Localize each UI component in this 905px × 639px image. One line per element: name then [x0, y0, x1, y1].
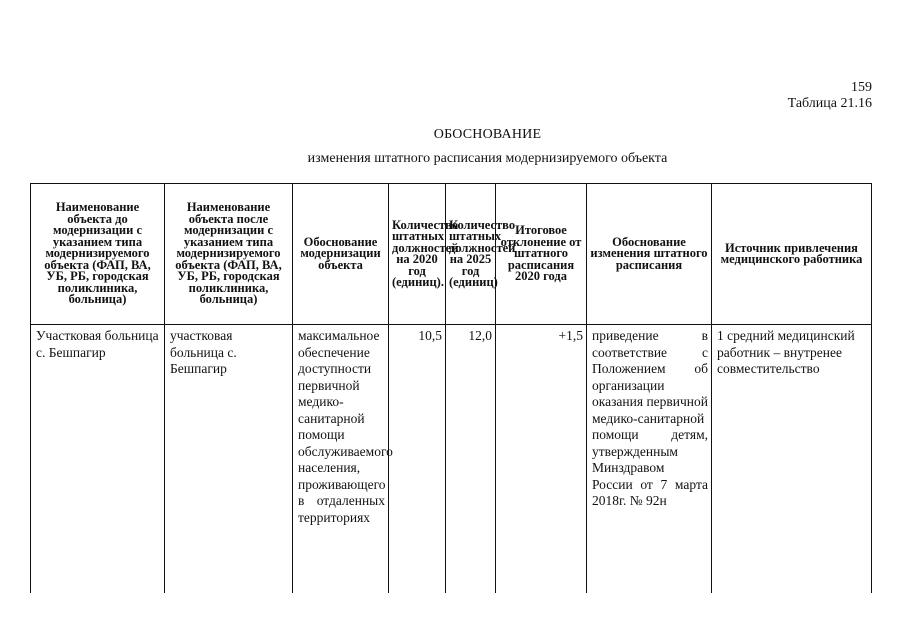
cell-count-2020: 10,5	[389, 325, 446, 594]
col-header-object-before: Наименование объекта до модернизации с указанием типа модернизируемого объекта (ФАП, ВА, УБ, РБ, городская поликлиника, больница)	[31, 184, 165, 325]
document-title: ОБОСНОВАНИЕ	[433, 127, 542, 142]
col-header-staff-change-reason: Обоснование изменения штатного расписания	[587, 184, 712, 325]
page-number: 159	[851, 80, 872, 95]
justification-table	[30, 183, 872, 593]
cell-staff-change-reason: приведение в соответствие с Положением об организации оказания первичной медико-санитарной помощи детям, утвержденным Минздравом России от 7 марта 2018г. № 92н	[587, 325, 712, 594]
col-header-deviation: Итоговое отклонение от штатного расписания 2020 года	[496, 184, 587, 325]
cell-staff-source: 1 средний медицинский работник – внутренее совместительство	[712, 325, 872, 594]
document-subtitle: изменения штатного расписания модернизируемого объекта	[307, 151, 668, 166]
cell-object-before: Участковая больница с. Бешпагир	[31, 325, 165, 594]
table-row	[31, 325, 872, 594]
col-header-modernization-reason: Обоснование модернизации объекта	[293, 184, 389, 325]
col-header-object-after: Наименование объекта после модернизации с указанием типа модернизируемого объекта (ФАП, ВА, УБ, РБ, городская поликлиника, больница)	[165, 184, 293, 325]
cell-object-after: участковая больница с. Бешпагир	[165, 325, 293, 594]
cell-deviation: +1,5	[496, 325, 587, 594]
cell-modernization-reason: максимальное обеспечение доступности первичной медико-санитарной помощи обслуживаемого населения, проживающего в отдаленных территориях	[293, 325, 389, 594]
cell-count-2025: 12,0	[446, 325, 496, 594]
col-header-staff-source: Источник привлечения медицинского работника	[712, 184, 872, 325]
col-header-count-2020: Количество штатных должностей на 2020 год (единиц).	[389, 184, 446, 325]
col-header-count-2025: Количество штатных должностей на 2025 год (единиц)	[446, 184, 496, 325]
table-header-row	[31, 184, 872, 325]
table-label: Таблица 21.16	[787, 96, 872, 111]
